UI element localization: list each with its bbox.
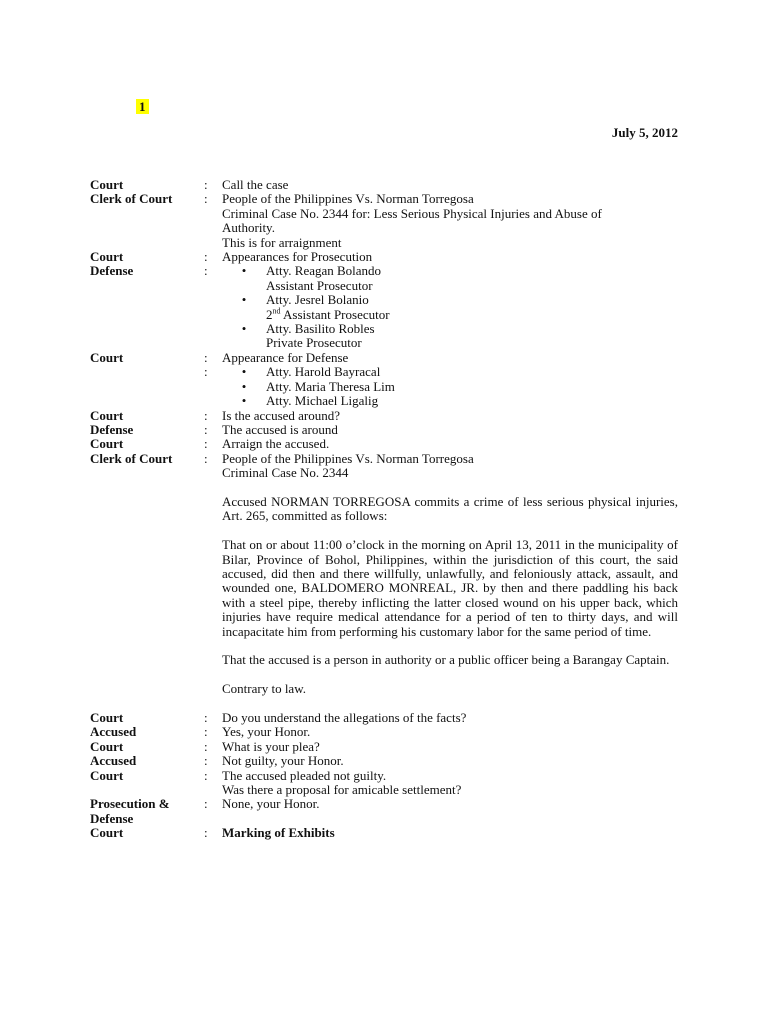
attorney-name: Atty. Reagan Bolando	[266, 263, 382, 279]
transcript-row	[90, 192, 678, 250]
bullet-icon: •	[241, 364, 247, 380]
bullet-icon: •	[241, 378, 247, 394]
information-paragraph: Contrary to law.	[222, 681, 306, 697]
colon: :	[204, 796, 208, 812]
transcript-row	[90, 769, 678, 798]
colon: :	[204, 724, 208, 740]
line: People of the Philippines Vs. Norman Torregosa	[222, 450, 474, 466]
speaker: Court	[90, 767, 124, 783]
attorney-name: Atty. Michael Ligalig	[266, 393, 379, 409]
transcript-row	[90, 452, 678, 711]
speaker: Court	[90, 407, 124, 423]
transcript	[90, 178, 678, 841]
hearing-date: July 5, 2012	[611, 125, 678, 140]
colon: :	[204, 709, 208, 725]
colon: :	[204, 753, 208, 769]
transcript-row	[90, 725, 678, 739]
speaker: Court	[90, 436, 124, 452]
transcript-row	[90, 423, 678, 437]
speaker: Clerk of Court	[90, 450, 173, 466]
speaker: Defense	[90, 421, 134, 437]
speaker: Accused	[90, 724, 137, 740]
line: Arraign the accused.	[222, 436, 330, 452]
bullet-icon: •	[241, 263, 247, 279]
speaker: Defense	[90, 263, 134, 279]
transcript-row	[90, 264, 678, 350]
information-paragraph: That the accused is a person in authority or a public officer being a Barangay Captain.	[222, 652, 670, 668]
section-heading: Marking of Exhibits	[222, 825, 335, 841]
bullet-icon: •	[241, 292, 247, 308]
transcript-row	[90, 178, 678, 192]
transcript-row	[90, 740, 678, 754]
bullet-icon: •	[241, 393, 247, 409]
colon: :	[204, 349, 208, 365]
speaker: Accused	[90, 753, 137, 769]
attorney-name: Atty. Maria Theresa Lim	[266, 378, 395, 394]
transcript-row	[90, 826, 678, 840]
list-item	[222, 293, 678, 307]
colon: :	[204, 767, 208, 783]
line: Do you understand the allegations of the facts?	[222, 709, 467, 725]
list-item	[222, 322, 678, 336]
attorney-role: Private Prosecutor	[266, 335, 362, 351]
transcript-row	[90, 409, 678, 423]
page-number: 1	[136, 99, 149, 114]
transcript-row	[90, 250, 678, 264]
line: People of the Philippines Vs. Norman Torregosa	[222, 191, 474, 207]
list-item	[222, 380, 678, 394]
line: Not guilty, your Honor.	[222, 753, 344, 769]
speaker: Prosecution &	[90, 796, 170, 812]
line: Appearances for Prosecution	[222, 249, 373, 265]
line: Call the case	[222, 177, 289, 192]
attorney-name: Atty. Jesrel Bolanio	[266, 292, 369, 308]
transcript-row	[90, 437, 678, 451]
colon: :	[204, 450, 208, 466]
information-paragraph: Accused NORMAN TORREGOSA commits a crime of less serious physical injuries, Art. 265, committed as follows:	[222, 493, 678, 524]
colon: :	[204, 364, 208, 380]
line: Yes, your Honor.	[222, 724, 311, 740]
list-item	[222, 264, 678, 278]
attorney-name: Atty. Harold Bayracal	[266, 364, 381, 380]
line: Authority.	[222, 220, 275, 236]
colon: :	[204, 249, 208, 265]
colon: :	[204, 407, 208, 423]
line: Criminal Case No. 2344 for: Less Serious Physical Injuries and Abuse of	[222, 205, 602, 221]
speaker: Court	[90, 177, 124, 192]
line: None, your Honor.	[222, 796, 320, 812]
transcript-row	[90, 754, 678, 768]
line: This is for arraignment	[222, 234, 342, 250]
transcript-row	[90, 351, 678, 365]
colon: :	[204, 436, 208, 452]
list-item	[222, 365, 678, 379]
line: Is the accused around?	[222, 407, 341, 423]
information-paragraph: That on or about 11:00 o’clock in the morning on April 13, 2011 in the municipality of Bilar, Province of Bohol, Philippines, within the jurisdiction of this court, the said accused, did then and there willfully, unlawfully, and feloniously attack, assault, and wounded one, BALDOMERO MONREAL, JR. by then and there paddling his back with a steel pipe, thereby inflicting the latter closed wound on his upper back, which injuries have require medical attendance for a period of ten to thirty days, and will incapacitate him from performing his customary labor for the same period of time.	[222, 537, 678, 639]
line: Was there a proposal for amicable settlement?	[222, 781, 462, 797]
line: Appearance for Defense	[222, 349, 349, 365]
line: The accused pleaded not guilty.	[222, 767, 387, 783]
colon: :	[204, 738, 208, 754]
list-item	[222, 394, 678, 408]
speaker: Court	[90, 249, 124, 265]
transcript-row	[90, 365, 678, 408]
speaker: Court	[90, 738, 124, 754]
colon: :	[204, 263, 208, 279]
speaker: Clerk of Court	[90, 191, 173, 207]
bullet-icon: •	[241, 321, 247, 337]
colon: :	[204, 421, 208, 437]
speaker: Court	[90, 825, 124, 841]
line: What is your plea?	[222, 738, 320, 754]
colon: :	[204, 191, 208, 207]
line: The accused is around	[222, 421, 338, 437]
transcript-row	[90, 797, 678, 826]
speaker: Defense	[90, 810, 134, 826]
line: Criminal Case No. 2344	[222, 465, 349, 481]
colon: :	[204, 825, 208, 841]
speaker: Court	[90, 709, 124, 725]
speaker: Court	[90, 349, 124, 365]
attorney-role: 2nd Assistant Prosecutor	[266, 306, 390, 322]
attorney-role: Assistant Prosecutor	[266, 277, 373, 293]
transcript-row	[90, 711, 678, 725]
colon: :	[204, 177, 208, 192]
attorney-name: Atty. Basilito Robles	[266, 321, 375, 337]
